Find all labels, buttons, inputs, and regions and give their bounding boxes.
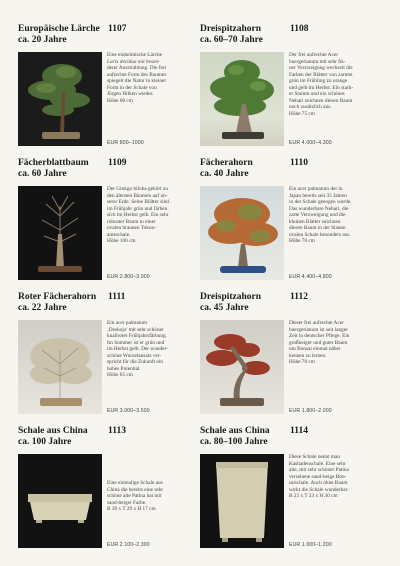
- item-description: Der frei aufrechte Acer buergerianum mit sehr fei- ner Verzweigung wechselt die Farben der Blätter von zartem grün im Frühling zu orange und gelb im Herbst. Ein stark- er Stamm und ein schönes Nebari zeichnen diesen Baum noch zusätzlich aus. Höhe 75 cm: [289, 52, 354, 117]
- catalog-item: [18, 292, 186, 418]
- chinese-cascade-pot-photo: [200, 454, 284, 548]
- item-description: Diese Schale nennt man Kashadenschale. Eine sehr alte, mit sehr schöner Patina versehene sand-beige Bon- saischale. Auch ohne Baum wirkt die Schale wunderbar. B 23 x T 23 x H 30 cm: [289, 454, 349, 499]
- item-title: [18, 292, 96, 314]
- catalog-grid: [18, 24, 384, 552]
- item-description: Dieser frei aufrechte Acer buergerianum ist seit langer Zeit in deutscher Pflege. Ein großkeiger und guter Baum um Bonsai einmal näher kennen zu lernen. Höhe 70 cm: [289, 320, 350, 365]
- item-price: EUR 800–1000: [107, 140, 144, 146]
- japanese-maple-bonsai-photo: [200, 186, 284, 280]
- catalog-item: [200, 158, 368, 284]
- item-description: Ein acer palmatum ‚Deshojo' mit sehr schöner knallroter Frühjahrsfärbung. Im Sommer ist er grün und im Herbst gelb. Der wunder- schöne Wurzelansatz ver- spricht für die Zukunft ein hohes Potential. Höhe 65 cm: [107, 320, 168, 378]
- item-age: ca. 60 Jahre: [18, 169, 67, 179]
- item-number: 1114: [290, 426, 308, 436]
- ginkgo-bonsai-photo: [18, 186, 102, 280]
- trident-maple-bonsai-photo: [200, 52, 284, 146]
- item-title: [200, 292, 261, 314]
- item-price: EUR 4.400–4.800: [289, 274, 332, 280]
- catalog-item: [18, 24, 186, 150]
- item-title: [18, 158, 89, 180]
- item-title: [200, 24, 263, 46]
- catalog-item: [18, 426, 186, 552]
- item-description: Der Ginkgo biloba gehört zu den ältesten Bäumen auf un- serer Erde. Seine Blätter sind im Frühjahr grün und färben sich im Herbst gelb. Ein sehr robuster Baum in einer ovalen braunen Tokon- ameschale. Höhe 100 cm: [107, 186, 169, 244]
- item-number: 1107: [108, 24, 127, 34]
- catalog-item: [200, 426, 368, 552]
- item-age: ca. 60–70 Jahre: [200, 35, 263, 45]
- item-number: 1108: [290, 24, 309, 34]
- item-age: ca. 40 Jahre: [200, 169, 249, 179]
- item-age: ca. 100 Jahre: [18, 437, 72, 447]
- item-age: ca. 45 Jahre: [200, 303, 249, 313]
- item-price: EUR 3.000–3.500: [107, 408, 150, 414]
- item-description: Ein acer palmatum der in Japan bereits seit 35 Jahren in der Schale geeogen wurde. Das wunderbare Nebari, die zarte Verzweigung und die kleinen Blätter zeichnen diesen Baum in der blauen ovalen Schale besonders aus. Höhe 70 cm: [289, 186, 352, 244]
- item-title-line: Dreispitzahorn: [200, 24, 262, 34]
- item-title: [200, 426, 270, 448]
- item-price: EUR 4.000–4.300: [289, 140, 332, 146]
- item-title: [18, 24, 100, 46]
- item-price: EUR 1.800–2.000: [289, 408, 332, 414]
- item-price: EUR 1.000–1.200: [289, 542, 332, 548]
- item-age: ca. 22 Jahre: [18, 303, 67, 313]
- item-price: EUR 2.800–3.000: [107, 274, 150, 280]
- larch-bonsai-photo: [18, 52, 102, 146]
- item-title: [200, 158, 253, 180]
- item-age: ca. 20 Jahre: [18, 35, 67, 45]
- item-title-line: Schale aus China: [18, 426, 88, 436]
- item-number: 1110: [290, 158, 308, 168]
- item-age: ca. 80–100 Jahre: [200, 437, 268, 447]
- catalog-item: [200, 292, 368, 418]
- red-maple-bonsai-photo: [18, 320, 102, 414]
- catalog-item: [200, 24, 368, 150]
- item-title-line: Dreispitzahorn: [200, 292, 262, 302]
- item-title: [18, 426, 88, 448]
- item-title-line: Fächerblattbaum: [18, 158, 89, 168]
- item-description: Eine einheimische Lärche Larix decidua mit besen- derer Ausstrahlung. Die frei aufrechte Form des Baumes spiegelt die Natur in kleiner Form in der Schale von Jürgen Hilken wieder. Höhe 60 cm: [107, 52, 167, 104]
- item-title-line: Fächerahorn: [200, 158, 253, 168]
- item-number: 1113: [108, 426, 126, 436]
- item-number: 1111: [108, 292, 126, 302]
- catalog-item: [18, 158, 186, 284]
- item-title-line: Schale aus China: [200, 426, 270, 436]
- item-price: EUR 2.100–2.300: [107, 542, 150, 548]
- item-number: 1112: [290, 292, 308, 302]
- item-title-line: Roter Fächerahorn: [18, 292, 97, 302]
- chinese-pot-photo: [18, 454, 102, 548]
- item-description: Eine einmalige Schale aus China die bereits eine sehr schöne alte Patina hat mit sand-beiger Farbe. B 39 x T 29 x H 17 cm: [107, 480, 164, 512]
- item-number: 1109: [108, 158, 127, 168]
- trident-maple-red-bonsai-photo: [200, 320, 284, 414]
- item-title-line: Europäische Lärche: [18, 24, 100, 34]
